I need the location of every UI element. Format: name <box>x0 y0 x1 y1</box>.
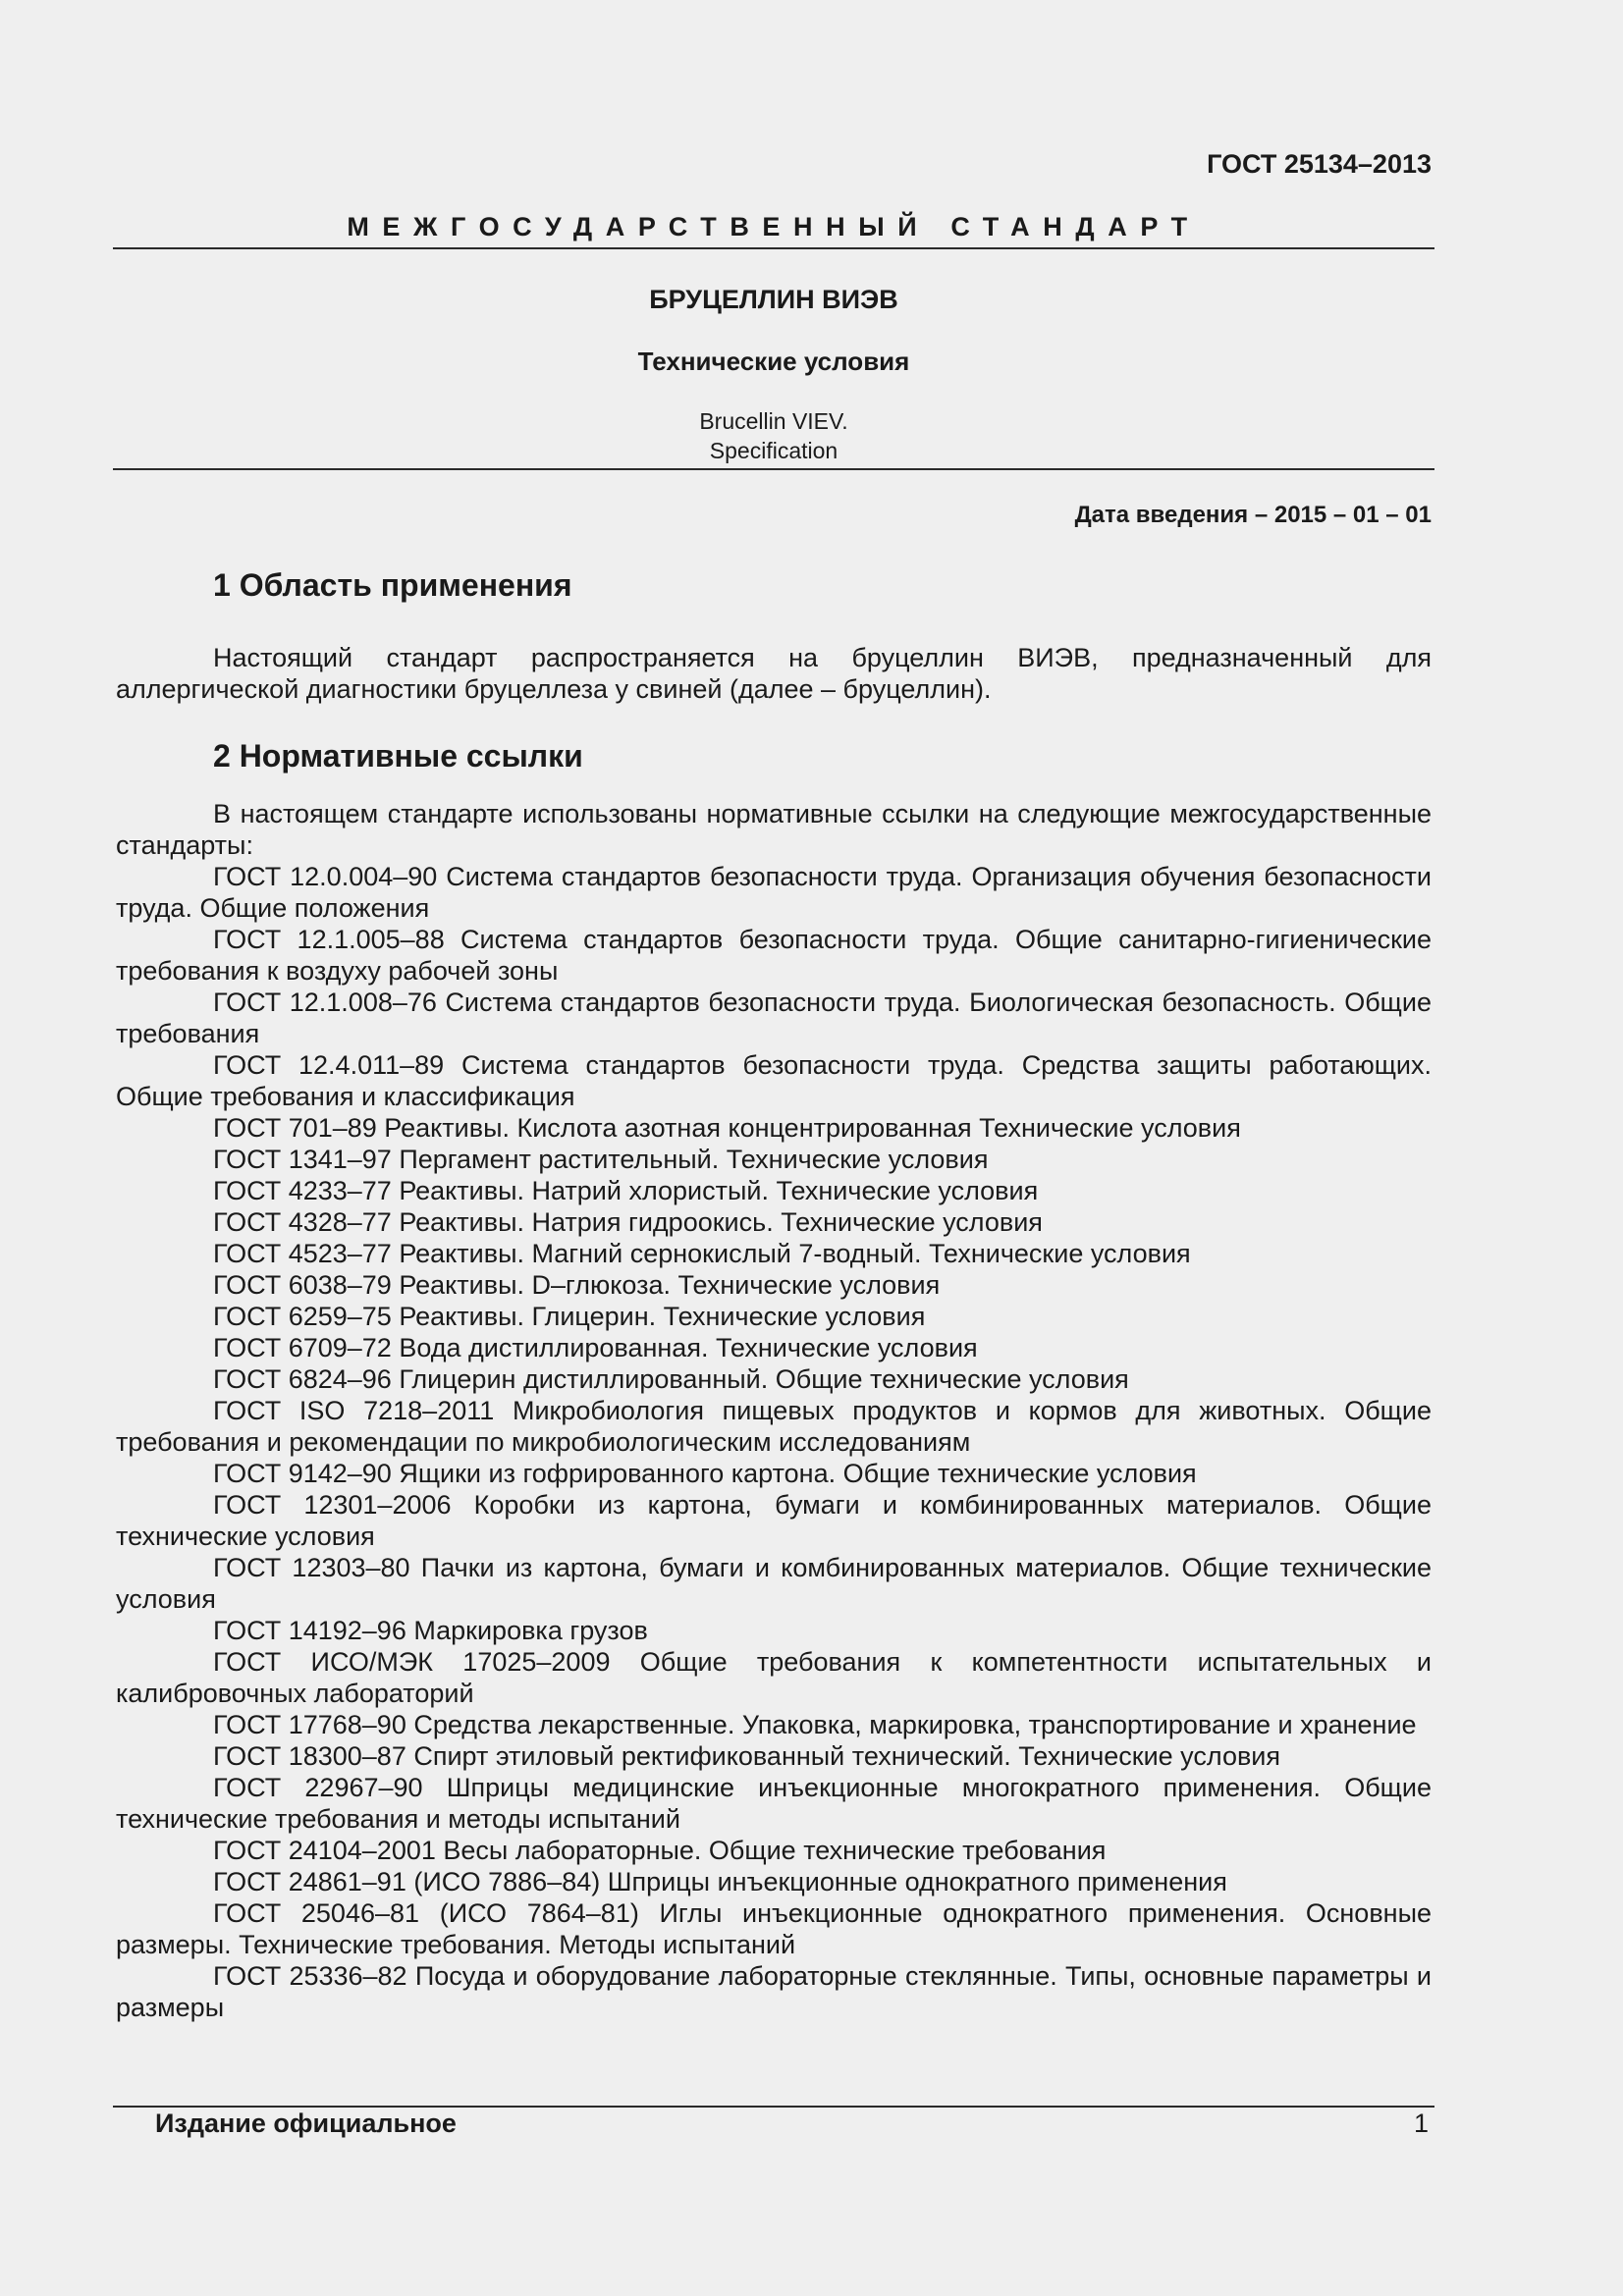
reference-item: ГОСТ 12.1.008–76 Система стандартов безопасности труда. Биологическая безопасность. Общие требования <box>116 988 1432 1048</box>
reference-item: ГОСТ 24861–91 (ИСО 7886–84) Шприцы инъекционные однократного применения <box>213 1867 1227 1896</box>
header-rule <box>113 247 1434 249</box>
reference-item: ГОСТ 6709–72 Вода дистиллированная. Технические условия <box>213 1333 978 1362</box>
section1-paragraph: Настоящий стандарт распространяется на бруцеллин ВИЭВ, предназначенный для аллергической диагностики бруцеллеза у свиней (далее – бруцеллин). <box>116 643 1432 704</box>
reference-item: ГОСТ 1341–97 Пергамент растительный. Технические условия <box>213 1145 989 1174</box>
document-subtitle: Технические условия <box>637 347 910 376</box>
page-number: 1 <box>1413 2109 1429 2138</box>
reference-item: ГОСТ 4523–77 Реактивы. Магний сернокислый 7-водный. Технические условия <box>213 1239 1191 1268</box>
reference-item: ГОСТ ISO 7218–2011 Микробиология пищевых продуктов и кормов для животных. Общие требования и рекомендации по микробиологическим исследованиям <box>116 1396 1432 1457</box>
reference-item: ГОСТ 9142–90 Ящики из гофрированного картона. Общие технические условия <box>213 1459 1197 1488</box>
reference-item: ГОСТ 24104–2001 Весы лабораторные. Общие технические требования <box>213 1836 1107 1865</box>
reference-item: ГОСТ 12.0.004–90 Система стандартов безопасности труда. Организация обучения безопасности труда. Общие положения <box>116 862 1432 923</box>
reference-item: ГОСТ 12.1.005–88 Система стандартов безопасности труда. Общие санитарно-гигиенические требования к воздуху рабочей зоны <box>116 925 1432 986</box>
document-title: БРУЦЕЛЛИН ВИЭВ <box>649 285 898 314</box>
reference-item: ГОСТ 4328–77 Реактивы. Натрия гидроокись. Технические условия <box>213 1207 1043 1237</box>
reference-item: ГОСТ 12303–80 Пачки из картона, бумаги и комбинированных материалов. Общие технические условия <box>116 1553 1432 1614</box>
standard-number: ГОСТ 25134–2013 <box>1207 149 1432 179</box>
section2-heading: 2 Нормативные ссылки <box>213 738 583 774</box>
footer-rule <box>113 2106 1434 2108</box>
title-rule <box>113 468 1434 470</box>
interstate-standard-label: МЕЖГОСУДАРСТВЕННЫЙ СТАНДАРТ <box>347 212 1201 241</box>
english-title-line2: Specification <box>709 438 839 463</box>
reference-item: ГОСТ 12.4.011–89 Система стандартов безопасности труда. Средства защиты работающих. Общие требования и классификация <box>116 1050 1432 1111</box>
section2-intro: В настоящем стандарте использованы нормативные ссылки на следующие межгосударственные стандарты: <box>116 799 1432 860</box>
introduction-date: Дата введения – 2015 – 01 – 01 <box>1074 502 1432 528</box>
reference-item: ГОСТ 6259–75 Реактивы. Глицерин. Технические условия <box>213 1302 926 1331</box>
reference-item: ГОСТ 6038–79 Реактивы. D–глюкоза. Технические условия <box>213 1270 941 1300</box>
reference-item: ГОСТ 25336–82 Посуда и оборудование лабораторные стеклянные. Типы, основные параметры и размеры <box>116 1961 1432 2022</box>
section1-body <box>116 642 1432 705</box>
reference-item: ГОСТ ИСО/МЭК 17025–2009 Общие требования к компетентности испытательных и калибровочных лабораторий <box>116 1647 1432 1708</box>
section1-heading: 1 Область применения <box>213 567 572 603</box>
reference-item: ГОСТ 6824–96 Глицерин дистиллированный. Общие технические условия <box>213 1364 1129 1394</box>
official-edition-label: Издание официальное <box>155 2109 457 2138</box>
reference-item: ГОСТ 12301–2006 Коробки из картона, бумаги и комбинированных материалов. Общие технические условия <box>116 1490 1432 1551</box>
references-list <box>116 798 1432 2023</box>
reference-item: ГОСТ 4233–77 Реактивы. Натрий хлористый. Технические условия <box>213 1176 1039 1205</box>
reference-item: ГОСТ 22967–90 Шприцы медицинские инъекционные многократного применения. Общие технические требования и методы испытаний <box>116 1773 1432 1834</box>
reference-item: ГОСТ 17768–90 Средства лекарственные. Упаковка, маркировка, транспортирование и хранение <box>213 1710 1417 1739</box>
reference-item: ГОСТ 18300–87 Спирт этиловый ректификованный технический. Технические условия <box>213 1741 1281 1771</box>
reference-item: ГОСТ 701–89 Реактивы. Кислота азотная концентрированная Технические условия <box>213 1113 1241 1143</box>
english-title-line1: Brucellin VIEV. <box>699 408 848 434</box>
reference-item: ГОСТ 14192–96 Маркировка грузов <box>213 1616 648 1645</box>
reference-item: ГОСТ 25046–81 (ИСО 7864–81) Иглы инъекционные однократного применения. Основные размеры. Технические требования. Методы испытаний <box>116 1898 1432 1959</box>
